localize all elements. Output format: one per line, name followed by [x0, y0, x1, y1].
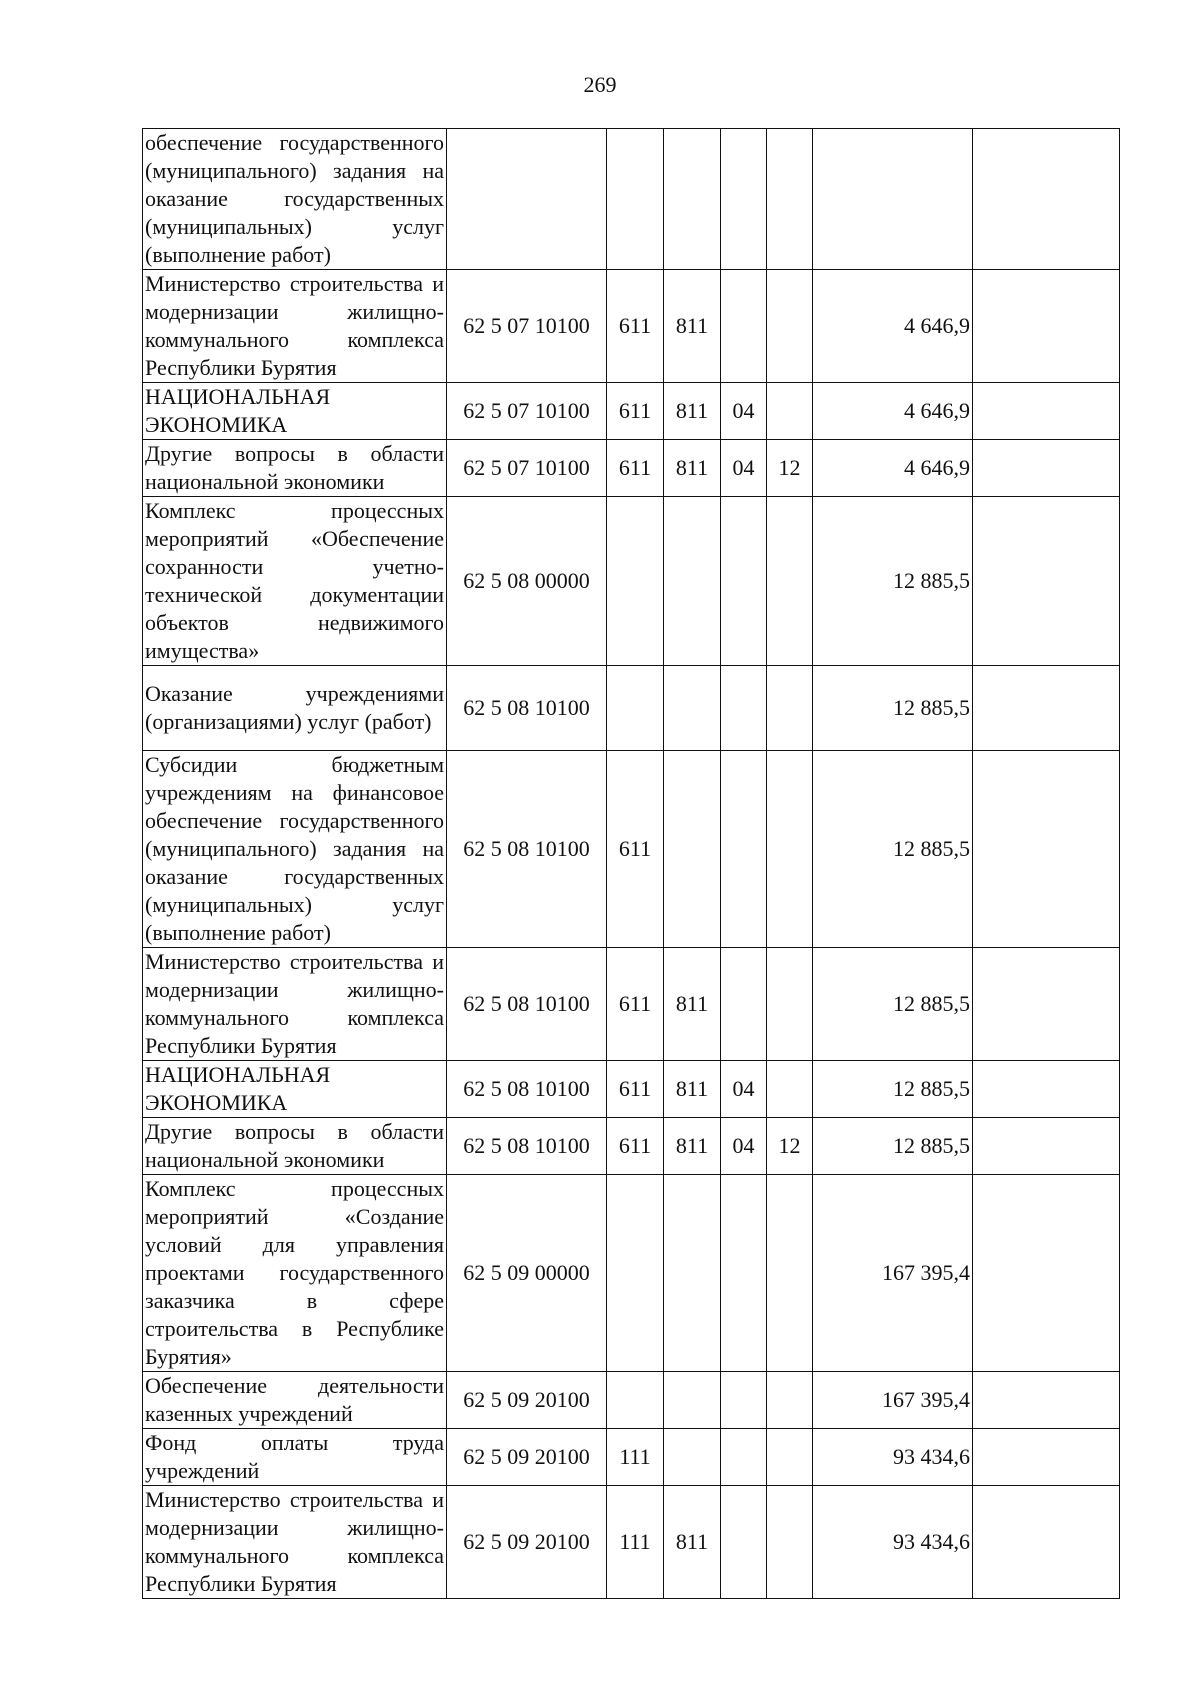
row-c4	[767, 751, 813, 948]
row-c2: 811	[664, 1486, 721, 1599]
row-name: Оказание учреждениями (организациями) услуг (работ)	[143, 666, 447, 751]
row-c3	[721, 1486, 767, 1599]
table-row	[143, 948, 1120, 1061]
row-code: 62 5 08 10100	[447, 666, 607, 751]
row-c3	[721, 1372, 767, 1429]
table-row	[143, 1175, 1120, 1372]
row-c2: 811	[664, 270, 721, 383]
row-amount: 4 646,9	[813, 383, 973, 440]
row-amount: 12 885,5	[813, 1061, 973, 1118]
row-c2: 811	[664, 1061, 721, 1118]
row-c2: 811	[664, 948, 721, 1061]
table-row	[143, 1118, 1120, 1175]
row-c1: 611	[607, 1061, 664, 1118]
table-row	[143, 666, 1120, 751]
row-c3: 04	[721, 1061, 767, 1118]
table-row	[143, 1061, 1120, 1118]
row-name: Субсидии бюджетным учреждениям на финансовое обеспечение государственного (муниципального) задания на оказание государственных (муниципальных) услуг (выполнение работ)	[143, 751, 447, 948]
row-extra	[973, 1061, 1120, 1118]
row-code: 62 5 07 10100	[447, 440, 607, 497]
table-row	[143, 383, 1120, 440]
row-amount: 4 646,9	[813, 440, 973, 497]
row-c4	[767, 383, 813, 440]
row-c1: 611	[607, 270, 664, 383]
row-c2	[664, 129, 721, 270]
row-code: 62 5 08 10100	[447, 1061, 607, 1118]
row-code: 62 5 09 20100	[447, 1372, 607, 1429]
row-c4	[767, 497, 813, 666]
row-amount: 12 885,5	[813, 751, 973, 948]
row-amount: 167 395,4	[813, 1372, 973, 1429]
row-c1: 111	[607, 1486, 664, 1599]
row-c4	[767, 129, 813, 270]
row-amount: 12 885,5	[813, 948, 973, 1061]
row-extra	[973, 383, 1120, 440]
row-c2	[664, 751, 721, 948]
row-c4	[767, 948, 813, 1061]
row-code: 62 5 08 10100	[447, 1118, 607, 1175]
row-code: 62 5 09 20100	[447, 1486, 607, 1599]
row-c3	[721, 948, 767, 1061]
row-name: Комплекс процессных мероприятий «Создание условий для управления проектами государственного заказчика в сфере строительства в Республике Бурятия»	[143, 1175, 447, 1372]
row-name: НАЦИОНАЛЬНАЯ ЭКОНОМИКА	[143, 383, 447, 440]
row-code: 62 5 09 00000	[447, 1175, 607, 1372]
table-row	[143, 1372, 1120, 1429]
row-code: 62 5 09 20100	[447, 1429, 607, 1486]
row-c2: 811	[664, 383, 721, 440]
budget-table	[142, 128, 1120, 1599]
row-c3	[721, 1175, 767, 1372]
row-code: 62 5 08 10100	[447, 948, 607, 1061]
row-c3: 04	[721, 383, 767, 440]
row-name: Другие вопросы в области национальной экономики	[143, 440, 447, 497]
row-name: НАЦИОНАЛЬНАЯ ЭКОНОМИКА	[143, 1061, 447, 1118]
row-amount: 93 434,6	[813, 1486, 973, 1599]
row-c3	[721, 497, 767, 666]
page-number: 269	[583, 72, 617, 97]
row-extra	[973, 270, 1120, 383]
row-extra	[973, 1118, 1120, 1175]
row-name: Комплекс процессных мероприятий «Обеспечение сохранности учетно-технической документации объектов недвижимого имущества»	[143, 497, 447, 666]
row-name: обеспечение государственного (муниципального) задания на оказание государственных (муниципальных) услуг (выполнение работ)	[143, 129, 447, 270]
row-c1	[607, 666, 664, 751]
row-code: 62 5 08 10100	[447, 751, 607, 948]
row-extra	[973, 1372, 1120, 1429]
row-c3	[721, 270, 767, 383]
row-c2	[664, 1372, 721, 1429]
row-name: Министерство строительства и модернизации жилищно-коммунального комплекса Республики Бурятия	[143, 1486, 447, 1599]
row-c1: 611	[607, 1118, 664, 1175]
row-c1	[607, 129, 664, 270]
row-code	[447, 129, 607, 270]
row-amount: 93 434,6	[813, 1429, 973, 1486]
row-c1: 611	[607, 440, 664, 497]
row-c4	[767, 1175, 813, 1372]
row-amount: 12 885,5	[813, 666, 973, 751]
row-c4	[767, 1061, 813, 1118]
row-extra	[973, 666, 1120, 751]
row-c4	[767, 1429, 813, 1486]
row-name: Обеспечение деятельности казенных учреждений	[143, 1372, 447, 1429]
row-c3	[721, 1429, 767, 1486]
row-extra	[973, 440, 1120, 497]
row-c1: 611	[607, 948, 664, 1061]
table-row	[143, 129, 1120, 270]
row-code: 62 5 08 00000	[447, 497, 607, 666]
row-name: Министерство строительства и модернизации жилищно-коммунального комплекса Республики Бурятия	[143, 270, 447, 383]
row-name: Министерство строительства и модернизации жилищно-коммунального комплекса Республики Бурятия	[143, 948, 447, 1061]
row-extra	[973, 1175, 1120, 1372]
row-extra	[973, 948, 1120, 1061]
row-extra	[973, 1486, 1120, 1599]
row-c4	[767, 1486, 813, 1599]
row-extra	[973, 1429, 1120, 1486]
row-code: 62 5 07 10100	[447, 270, 607, 383]
row-c3: 04	[721, 1118, 767, 1175]
row-name: Фонд оплаты труда учреждений	[143, 1429, 447, 1486]
row-c4	[767, 666, 813, 751]
row-c1	[607, 497, 664, 666]
row-extra	[973, 497, 1120, 666]
row-c4	[767, 270, 813, 383]
table-row	[143, 440, 1120, 497]
row-c2: 811	[664, 1118, 721, 1175]
row-c2: 811	[664, 440, 721, 497]
row-amount: 12 885,5	[813, 1118, 973, 1175]
row-c3	[721, 129, 767, 270]
row-c1: 111	[607, 1429, 664, 1486]
row-name: Другие вопросы в области национальной экономики	[143, 1118, 447, 1175]
table-row	[143, 497, 1120, 666]
row-code: 62 5 07 10100	[447, 383, 607, 440]
table-row	[143, 1486, 1120, 1599]
table-row	[143, 1429, 1120, 1486]
row-c1	[607, 1372, 664, 1429]
row-c1	[607, 1175, 664, 1372]
row-extra	[973, 129, 1120, 270]
row-c4: 12	[767, 440, 813, 497]
row-c1: 611	[607, 383, 664, 440]
row-c4	[767, 1372, 813, 1429]
row-c2	[664, 1175, 721, 1372]
row-c3: 04	[721, 440, 767, 497]
table-row	[143, 751, 1120, 948]
row-c2	[664, 497, 721, 666]
row-amount	[813, 129, 973, 270]
row-c2	[664, 666, 721, 751]
row-amount: 167 395,4	[813, 1175, 973, 1372]
row-amount: 12 885,5	[813, 497, 973, 666]
row-c3	[721, 751, 767, 948]
row-c4: 12	[767, 1118, 813, 1175]
row-amount: 4 646,9	[813, 270, 973, 383]
row-c3	[721, 666, 767, 751]
row-extra	[973, 751, 1120, 948]
row-c1: 611	[607, 751, 664, 948]
row-c2	[664, 1429, 721, 1486]
table-row	[143, 270, 1120, 383]
